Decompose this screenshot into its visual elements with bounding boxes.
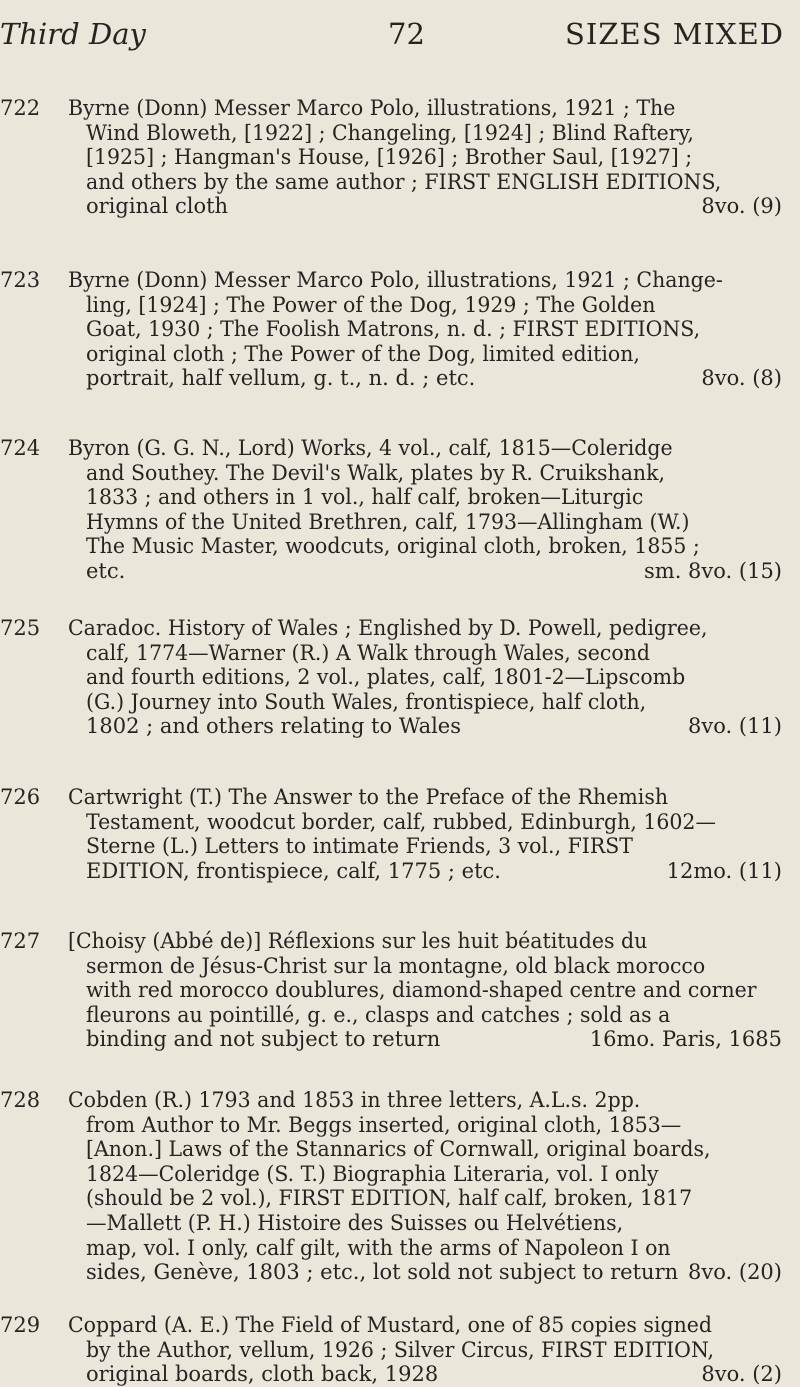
lot-description-line: Hymns of the United Brethren, calf, 1793—Allingham (W.) bbox=[86, 509, 690, 534]
lot-number: 726 bbox=[0, 785, 41, 809]
lot-description-line: Testament, woodcut border, calf, rubbed, Edinburgh, 1602— bbox=[86, 809, 716, 834]
lot-entry bbox=[0, 268, 800, 391]
lot-number: 723 bbox=[0, 268, 41, 292]
running-head-day: Third Day bbox=[0, 17, 146, 51]
lot-description-text: binding and not subject to return bbox=[86, 1027, 441, 1052]
lot-number: 729 bbox=[0, 1313, 41, 1337]
lot-description-line: and others by the same author ; FIRST ENGLISH EDITIONS, bbox=[86, 169, 722, 194]
lot-format: 8vo. (9) bbox=[701, 194, 782, 219]
lot-description-line: Goat, 1930 ; The Foolish Matrons, n. d. ; FIRST EDITIONS, bbox=[86, 317, 701, 342]
lot-entry bbox=[0, 1313, 800, 1387]
lot-description-line: Wind Bloweth, [1922] ; Changeling, [1924] ; Blind Raftery, bbox=[86, 120, 694, 145]
lot-description-line: 1824—Coleridge (S. T.) Biographia Literaria, vol. I only bbox=[86, 1161, 659, 1186]
lot-description-line: fleurons au pointillé, g. e., clasps and catches ; sold as a bbox=[86, 1002, 671, 1027]
lot-format: 8vo. (11) bbox=[688, 714, 782, 739]
lot-entry bbox=[0, 929, 800, 1052]
lot-description-line: by the Author, vellum, 1926 ; Silver Circus, FIRST EDITION, bbox=[86, 1337, 715, 1362]
lot-description-line: Coppard (A. E.) The Field of Mustard, one of 85 copies signed bbox=[68, 1313, 713, 1337]
lot-description-line: sermon de Jésus-Christ sur la montagne, old black morocco bbox=[86, 953, 706, 978]
lot-description-text: original cloth bbox=[86, 194, 229, 219]
lot-entry bbox=[0, 616, 800, 739]
lot-number: 725 bbox=[0, 616, 41, 640]
lot-description-text: sides, Genève, 1803 ; etc., lot sold not subject to return bbox=[86, 1260, 679, 1285]
lot-description-line: Caradoc. History of Wales ; Englished by D. Powell, pedigree, bbox=[68, 616, 708, 640]
lot-description-line: Cartwright (T.) The Answer to the Preface of the Rhemish bbox=[68, 785, 669, 809]
lot-description-line: with red morocco doublures, diamond-shaped centre and corner bbox=[86, 978, 757, 1003]
lot-description-line bbox=[86, 1260, 782, 1285]
lot-description-text: original boards, cloth back, 1928 bbox=[86, 1362, 439, 1387]
lot-description-line: [Choisy (Abbé de)] Réflexions sur les huit béatitudes du bbox=[68, 929, 648, 953]
lot-format: 12mo. (11) bbox=[666, 858, 782, 883]
lot-format: sm. 8vo. (15) bbox=[644, 558, 782, 583]
lot-description-line bbox=[86, 194, 782, 219]
lot-description-line bbox=[86, 859, 782, 884]
lot-format: 8vo. (8) bbox=[701, 366, 782, 391]
lot-description-text: etc. bbox=[86, 558, 126, 583]
lot-entry bbox=[0, 785, 800, 883]
lot-description-line: 1833 ; and others in 1 vol., half calf, broken—Liturgic bbox=[86, 485, 644, 510]
lot-description-line: Cobden (R.) 1793 and 1853 in three letters, A.L.s. 2pp. bbox=[68, 1088, 641, 1112]
lot-description-line: and fourth editions, 2 vol., plates, calf, 1801-2—Lipscomb bbox=[86, 665, 686, 690]
lot-number: 727 bbox=[0, 929, 41, 953]
lot-description-line bbox=[86, 1362, 782, 1387]
lot-entry bbox=[0, 1088, 800, 1285]
lot-description-line bbox=[86, 1027, 782, 1052]
lot-description-line: —Mallett (P. H.) Histoire des Suisses ou Helvétiens, bbox=[86, 1210, 624, 1235]
lot-format: 16mo. Paris, 1685 bbox=[589, 1027, 782, 1052]
lot-format: 8vo. (2) bbox=[701, 1362, 782, 1387]
lot-description-line: (should be 2 vol.), FIRST EDITION, half calf, broken, 1817 bbox=[86, 1186, 693, 1211]
lot-description-line bbox=[86, 366, 782, 391]
page-number: 72 bbox=[388, 17, 425, 51]
lot-description-line: Byrne (Donn) Messer Marco Polo, illustrations, 1921 ; Change- bbox=[68, 268, 723, 292]
lot-number: 724 bbox=[0, 436, 41, 460]
lot-entry bbox=[0, 436, 800, 584]
lot-description-text: 1802 ; and others relating to Wales bbox=[86, 714, 462, 739]
lot-description-text: EDITION, frontispiece, calf, 1775 ; etc. bbox=[86, 858, 501, 883]
lot-number: 728 bbox=[0, 1088, 41, 1112]
lot-description-line: The Music Master, woodcuts, original cloth, broken, 1855 ; bbox=[86, 534, 700, 559]
lot-description-line: Byrne (Donn) Messer Marco Polo, illustrations, 1921 ; The bbox=[68, 96, 676, 120]
lot-description-line: Byron (G. G. N., Lord) Works, 4 vol., calf, 1815—Coleridge bbox=[68, 436, 673, 460]
running-head-section: SIZES MIXED bbox=[565, 17, 784, 51]
lot-description-line: [1925] ; Hangman's House, [1926] ; Brother Saul, [1927] ; bbox=[86, 145, 693, 170]
lot-number: 722 bbox=[0, 96, 41, 120]
lot-description-line bbox=[86, 559, 782, 584]
lot-description-line bbox=[86, 714, 782, 739]
lot-description-line: ling, [1924] ; The Power of the Dog, 1929 ; The Golden bbox=[86, 292, 656, 317]
running-head bbox=[0, 14, 800, 54]
lot-description-line: map, vol. I only, calf gilt, with the arms of Napoleon I on bbox=[86, 1235, 671, 1260]
lot-description-line: from Author to Mr. Beggs inserted, original cloth, 1853— bbox=[86, 1112, 682, 1137]
lot-entry bbox=[0, 96, 800, 219]
lot-description-line: Sterne (L.) Letters to intimate Friends, 3 vol., FIRST bbox=[86, 834, 633, 859]
lot-description-line: and Southey. The Devil's Walk, plates by R. Cruikshank, bbox=[86, 460, 666, 485]
lot-description-line: original cloth ; The Power of the Dog, limited edition, bbox=[86, 341, 640, 366]
lot-description-line: [Anon.] Laws of the Stannarics of Cornwall, original boards, bbox=[86, 1137, 711, 1162]
lot-description-line: calf, 1774—Warner (R.) A Walk through Wales, second bbox=[86, 640, 650, 665]
lot-format: 8vo. (20) bbox=[688, 1260, 782, 1285]
lot-description-text: portrait, half vellum, g. t., n. d. ; etc. bbox=[86, 366, 476, 391]
lot-description-line: (G.) Journey into South Wales, frontispiece, half cloth, bbox=[86, 689, 647, 714]
